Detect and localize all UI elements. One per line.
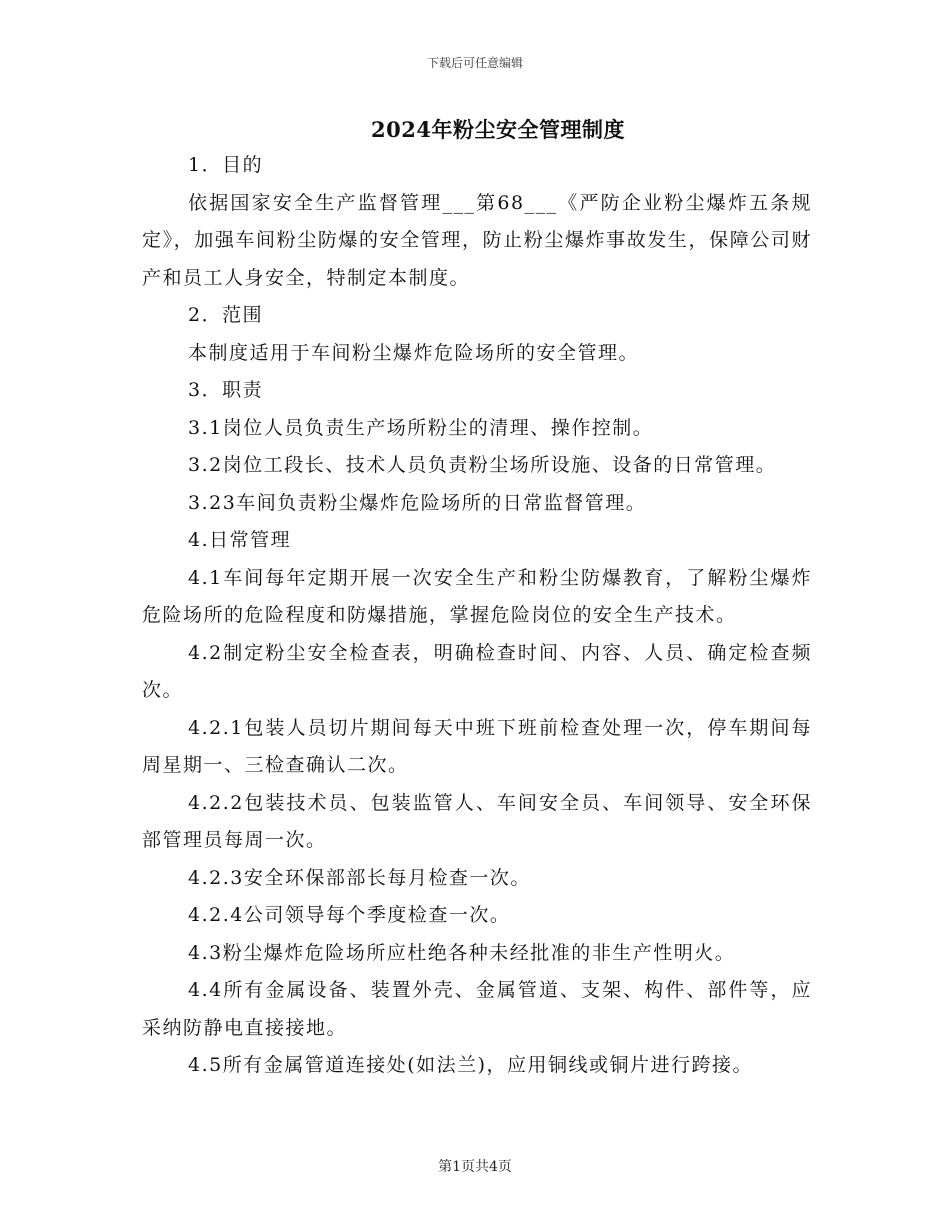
section-heading-scope: 2．范围: [188, 304, 264, 326]
paragraph-purpose: 依据国家安全生产监督管理___第68___《严防企业粉尘爆炸五条规定》，加强车间粉尘防爆的安全管理，防止粉尘爆炸事故发生，保障公司财产和员工人身安全，特制定本制度。: [142, 191, 812, 289]
paragraph-4-2-3: 4.2.3安全环保部部长每月检查一次。: [188, 866, 531, 889]
paragraph-4-5: 4.5所有金属管道连接处(如法兰)，应用铜线或铜片进行跨接。: [188, 1054, 754, 1076]
section-heading-responsibilities: 3．职责: [188, 379, 264, 401]
document-body: [142, 147, 812, 1085]
page-number-footer: 第1页共4页: [438, 1159, 512, 1175]
paragraph-4-2-4: 4.2.4公司领导每个季度检查一次。: [188, 904, 511, 926]
section-heading-daily-management: 4.日常管理: [188, 529, 292, 551]
paragraph-4-2: 4.2制定粉尘安全检查表，明确检查时间、内容、人员、确定检查频次。: [142, 641, 812, 701]
paragraph-4-1: 4.1车间每年定期开展一次安全生产和粉尘防爆教育，了解粉尘爆炸危险场所的危险程度和防爆措施，掌握危险岗位的安全生产技术。: [142, 566, 812, 626]
paragraph-4-2-1: 4.2.1包装人员切片期间每天中班下班前检查处理一次，停车期间每周星期一、三检查确认二次。: [142, 716, 812, 776]
section-heading-purpose: 1．目的: [188, 154, 264, 176]
paragraph-4-3: 4.3粉尘爆炸危险场所应杜绝各种未经批准的非生产性明火。: [188, 941, 736, 964]
header-note: 下载后可任意编辑: [426, 56, 523, 70]
document-title: 2024年粉尘安全管理制度: [371, 117, 625, 142]
paragraph-4-2-2: 4.2.2包装技术员、包装监管人、车间安全员、车间领导、安全环保部管理员每周一次。: [142, 791, 812, 851]
paragraph-scope: 本制度适用于车间粉尘爆炸危险场所的安全管理。: [188, 341, 640, 364]
paragraph-3-23: 3.23车间负责粉尘爆炸危险场所的日常监督管理。: [188, 491, 647, 514]
paragraph-3-2: 3.2岗位工段长、技术人员负责粉尘场所设施、设备的日常管理。: [188, 454, 777, 476]
paragraph-3-1: 3.1岗位人员负责生产场所粉尘的清理、操作控制。: [188, 416, 654, 439]
paragraph-4-4: 4.4所有金属设备、装置外壳、金属管道、支架、构件、部件等，应采纳防静电直接接地。: [142, 979, 812, 1039]
